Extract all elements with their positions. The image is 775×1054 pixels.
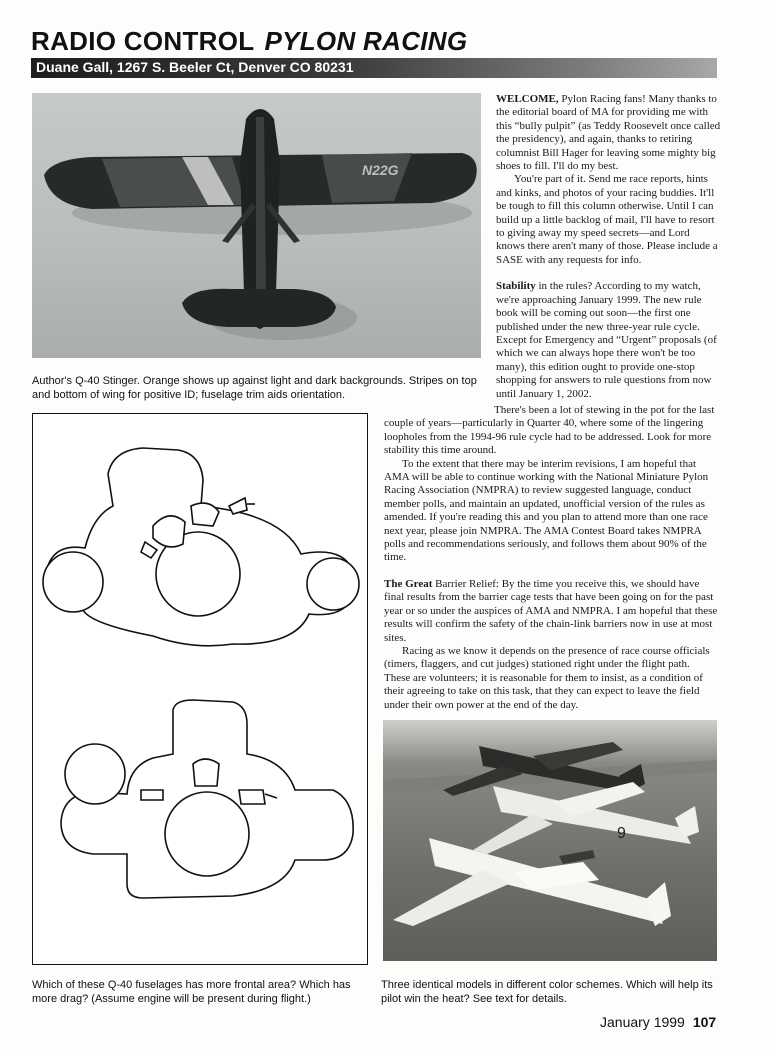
welcome-text: Pylon Racing fans! Many thanks to the editorial board of MA for providing me with this “bully pulpit” (as Teddy Roosevelt once called the presidency), and again, thanks to retiring columnist Bill Hager for leaving some mighty big shoes to fill. I'll do my best. xyxy=(496,93,721,173)
barrier-lead: The Great xyxy=(384,577,433,590)
plane-white-middle xyxy=(473,782,699,854)
issue-date: January 1999 xyxy=(600,1014,685,1030)
barrier-paragraph xyxy=(384,578,718,645)
stability-lead: Stability xyxy=(496,280,536,293)
stinger-photo xyxy=(32,93,481,358)
race-number: 9 xyxy=(617,825,626,842)
registration-mark: N22G xyxy=(362,162,399,178)
top-photo-caption: Author's Q-40 Stinger. Orange shows up against light and dark backgrounds. Stripes on top and bottom of wing for positive ID; fuselage trim aids orientation. xyxy=(32,375,477,401)
barrier-text: Barrier Relief: By the time you receive this, we should have final results from the barrier cage tests that have been going on for the past year or so under the auspices of AMA and NMPRA. I am hopeful that these results will confirm the safety of the chain-link barriers now in use at most sites. xyxy=(384,577,718,644)
title-main: RADIO CONTROL xyxy=(31,26,255,56)
article-column-wide xyxy=(384,404,718,712)
paragraph-5: To the extent that there may be interim revisions, I am hopeful that AMA will be able to continue working with the National Miniature Pylon Racing Association (NMPRA) to review suggested language, conduct member polls, and maintain an updated, unofficial version of the rules as amended. If you're reading this and you plan to attend more than one race next year, please join NMPRA. The AMA Contest Board takes NMPRA polls and recommendations seriously, and follows them about 90% of the time. xyxy=(384,457,709,564)
author-byline: Duane Gall, 1267 S. Beeler Ct, Denver CO 80231 xyxy=(36,59,354,75)
stinger-plane-illustration xyxy=(32,93,481,358)
byline-bar xyxy=(31,58,717,78)
paragraph-2: You're part of it. Send me race reports, hints and kinks, and photos of your racing buddies. It'll be tough to fill this column otherwise. Until I can build up a little backlog of mail, I'll have to resort to giving away my speed secrets—and Lord knows there aren't many of those. Please include a SASE with any requests for info. xyxy=(496,173,718,266)
page-footer xyxy=(600,1014,716,1030)
stability-paragraph xyxy=(496,280,721,401)
title-italic: PYLON RACING xyxy=(264,26,468,56)
drawing-caption: Which of these Q-40 fuselages has more frontal area? Which has more drag? (Assume engine will be present during flight.) xyxy=(32,979,351,1005)
plane-white-front xyxy=(393,838,671,926)
article-column-right xyxy=(496,93,721,401)
fuselage-drawing xyxy=(32,413,368,965)
fuselage-comparison-diagram xyxy=(33,414,367,964)
fuselage-upper xyxy=(43,448,359,646)
paragraph-4: There's been a lot of stewing in the pot for the last couple of years—particularly in Quarter 40, where some of the lingering loopholes from the 1994-96 rule cycle had to be addressed. Look for more stability this time around. xyxy=(384,404,715,457)
page-number: 107 xyxy=(692,1014,717,1030)
welcome-lead: WELCOME, xyxy=(496,93,559,105)
welcome-paragraph xyxy=(496,93,721,173)
bottom-photo-caption: Three identical models in different color schemes. Which will help its pilot win the heat? See text for details. xyxy=(381,979,713,1005)
column-title xyxy=(31,26,467,57)
stability-text: in the rules? According to my watch, we're approaching January 1999. The new rule book will be coming out soon—the first one published under the new three-year rule cycle. Except for Emergency and “Urgent” proposals (of which we can always hope there won't be too many), this edition ought to provide one-stop shopping for answers to rule questions from now until January 1, 2002. xyxy=(496,280,717,400)
three-models-illustration xyxy=(383,720,717,961)
paragraph-7: Racing as we know it depends on the presence of race course officials (timers, flaggers, and cut judges) stationed right under the flight path. These are volunteers; it is reasonable for them to insist, as a condition of their agreeing to take on this task, that they can expect to leave the field under their own power at the end of the day. xyxy=(384,644,710,711)
three-models-photo xyxy=(383,720,717,961)
fuselage-lower xyxy=(61,700,353,898)
